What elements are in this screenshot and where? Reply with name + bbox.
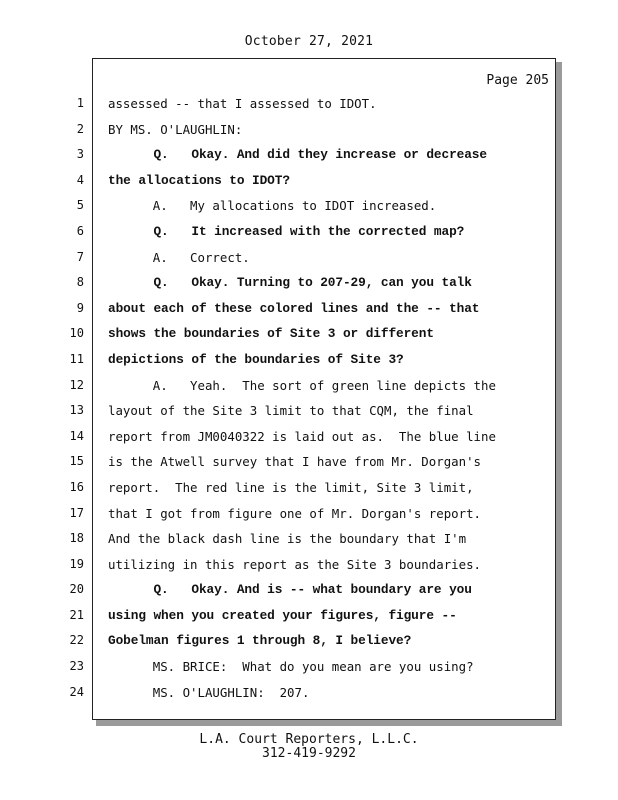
line-number: 7 [76,249,84,264]
line-number: 18 [69,531,84,546]
transcript-line: MS. O'LAUGHLIN: 207. [108,684,310,700]
line-number: 3 [76,147,84,162]
page-number: Page 205 [486,73,549,88]
line-number: 4 [76,172,84,187]
question-line: using when you created your figures, figure -- [108,607,457,623]
question-line: about each of these colored lines and the -- that [108,300,480,316]
question-line: Q. Okay. Turning to 207-29, can you talk [108,275,472,291]
line-number: 22 [69,633,84,648]
line-number: 10 [69,326,84,341]
transcript-line: report from JM0040322 is laid out as. The blue line [108,428,496,444]
question-line: the allocations to IDOT? [108,172,290,188]
transcript-date: October 27, 2021 [244,34,374,49]
line-number: 1 [76,96,84,110]
transcript-line: And the black dash line is the boundary that I'm [108,531,467,547]
line-number: 6 [76,223,84,238]
line-number: 16 [69,479,84,494]
line-number: 17 [69,505,84,520]
transcript-line: MS. BRICE: What do you mean are you using? [108,659,474,675]
line-number: 2 [76,121,84,136]
line-number: 9 [76,300,84,315]
question-line: shows the boundaries of Site 3 or different [108,326,434,342]
line-number: 19 [69,556,84,571]
line-number: 20 [69,582,84,597]
line-number: 14 [69,428,84,443]
line-number: 23 [69,659,84,674]
question-line: Q. Okay. And is -- what boundary are you [108,582,472,598]
line-number: 5 [76,198,84,213]
transcript-line: layout of the Site 3 limit to that CQM, the final [108,403,474,419]
question-line: Gobelman figures 1 through 8, I believe? [108,633,412,649]
court-reporter-name: L.A. Court Reporters, L.L.C. [199,732,419,747]
line-number: 13 [69,403,84,418]
transcript-line: A. Correct. [108,249,250,265]
footer [0,733,618,761]
question-line: Q. Okay. And did they increase or decrease [108,147,487,163]
line-number-column [60,91,84,705]
court-reporter-phone: 312-419-9292 [262,746,356,761]
transcript-line: BY MS. O'LAUGHLIN: [108,121,243,137]
transcript-line: assessed -- that I assessed to IDOT. [108,96,377,111]
transcript-line: report. The red line is the limit, Site 3 limit, [108,479,474,495]
line-number: 12 [69,377,84,392]
transcript-line: A. Yeah. The sort of green line depicts the [108,377,496,393]
transcript-line: utilizing in this report as the Site 3 boundaries. [108,556,481,572]
line-number: 24 [69,684,84,699]
transcript-line: that I got from figure one of Mr. Dorgan's report. [108,505,481,521]
transcript-line: is the Atwell survey that I have from Mr. Dorgan's [108,454,481,470]
line-number: 15 [69,454,84,469]
question-line: depictions of the boundaries of Site 3? [108,351,404,367]
transcript-text-column [108,91,552,705]
transcript-line: A. My allocations to IDOT increased. [108,198,437,214]
line-number: 11 [69,351,84,366]
question-line: Q. It increased with the corrected map? [108,223,465,239]
line-number: 21 [69,607,84,622]
line-number: 8 [76,275,84,290]
